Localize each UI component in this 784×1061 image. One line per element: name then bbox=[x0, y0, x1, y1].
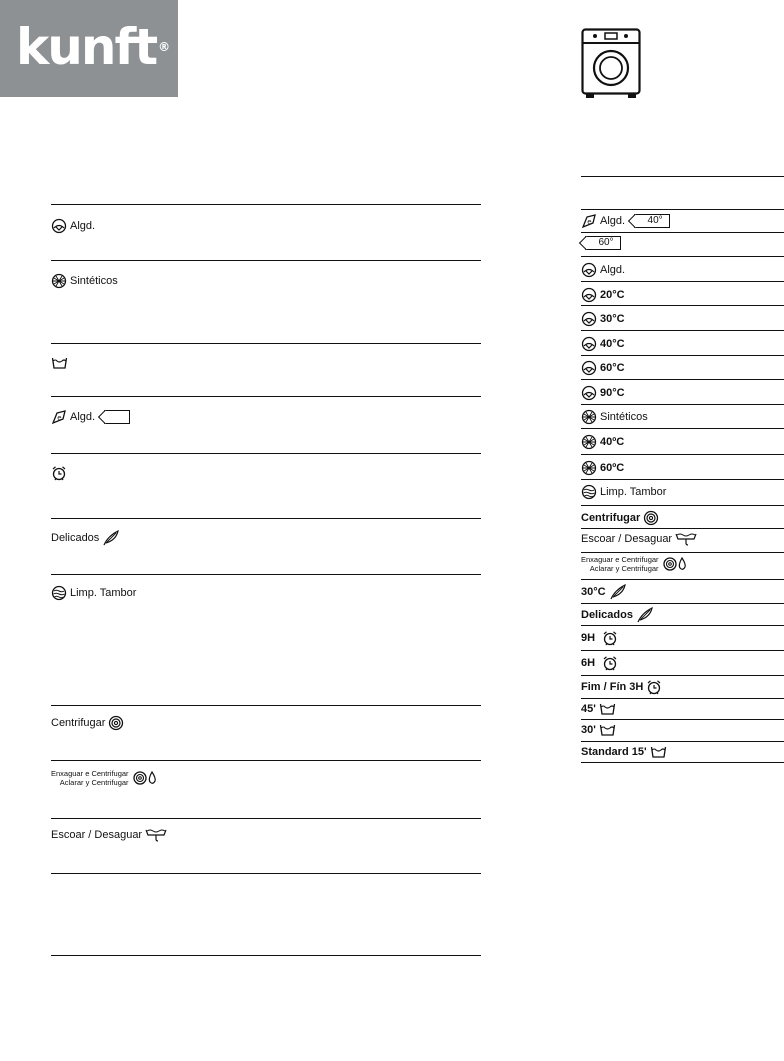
alarm-clock-icon bbox=[602, 655, 618, 671]
divider bbox=[581, 379, 784, 380]
row-label: Algd. bbox=[70, 220, 96, 232]
basin-icon bbox=[599, 723, 616, 737]
alarm-clock-icon bbox=[646, 679, 662, 695]
knob-delay-9h bbox=[581, 630, 618, 646]
knob-eco-40 bbox=[581, 213, 670, 229]
divider bbox=[581, 355, 784, 356]
knob-delay-3h bbox=[581, 679, 662, 695]
spin-icon bbox=[643, 510, 659, 526]
divider bbox=[581, 404, 784, 405]
knob-cotton-20 bbox=[581, 287, 625, 303]
row-label: 45' bbox=[581, 703, 596, 715]
row-label: 30°C bbox=[600, 313, 625, 325]
row-label: Sintéticos bbox=[70, 275, 118, 287]
feather-icon bbox=[102, 530, 120, 546]
row-label: Algd. bbox=[600, 264, 626, 276]
knob-synthetics-60 bbox=[581, 460, 624, 476]
divider bbox=[51, 574, 481, 575]
knob-drain bbox=[581, 532, 697, 546]
knob-eco-60 bbox=[581, 236, 621, 250]
spin-icon bbox=[108, 715, 124, 731]
divider bbox=[51, 873, 481, 874]
divider bbox=[581, 479, 784, 480]
temperature-tag: 60° bbox=[585, 236, 621, 250]
divider bbox=[581, 698, 784, 699]
row-label: Delicados bbox=[51, 532, 100, 544]
divider bbox=[581, 209, 784, 210]
synthetics-icon bbox=[581, 434, 597, 450]
divider bbox=[51, 396, 481, 397]
knob-quick-45 bbox=[581, 702, 616, 716]
drum-icon bbox=[581, 484, 597, 500]
temperature-tag: 40° bbox=[634, 214, 670, 228]
row-label: Sintéticos bbox=[600, 411, 648, 423]
divider bbox=[581, 650, 784, 651]
drain-icon bbox=[675, 532, 697, 546]
knob-synthetics-40 bbox=[581, 434, 624, 450]
divider bbox=[581, 305, 784, 306]
row-label: 90°C bbox=[600, 387, 625, 399]
divider bbox=[581, 579, 784, 580]
row-label: Delicados bbox=[581, 609, 633, 621]
divider bbox=[581, 256, 784, 257]
cotton-icon bbox=[581, 262, 597, 278]
divider bbox=[581, 505, 784, 506]
knob-cotton-90 bbox=[581, 385, 625, 401]
knob-drum-clean bbox=[581, 484, 666, 500]
brand-logo bbox=[0, 0, 178, 97]
divider bbox=[51, 705, 481, 706]
alarm-clock-icon bbox=[51, 465, 67, 481]
feather-icon bbox=[609, 584, 627, 600]
divider bbox=[581, 625, 784, 626]
knob-synthetics bbox=[581, 409, 648, 425]
row-label: Limp. Tambor bbox=[70, 587, 137, 599]
program-spin bbox=[51, 715, 124, 731]
divider bbox=[581, 762, 784, 763]
cotton-icon bbox=[581, 385, 597, 401]
divider bbox=[581, 454, 784, 455]
program-cotton bbox=[51, 218, 95, 234]
knob-cotton-30 bbox=[581, 311, 625, 327]
basin-icon bbox=[599, 702, 616, 716]
program-rinse-spin bbox=[51, 769, 158, 787]
divider bbox=[51, 453, 481, 454]
basin-icon bbox=[51, 356, 68, 370]
program-wash bbox=[51, 356, 68, 370]
row-label: 60ºC bbox=[600, 462, 625, 474]
row-label: Fim / Fín 3H bbox=[581, 681, 644, 693]
row-label: Escoar / Desaguar bbox=[581, 533, 673, 545]
knob-cotton bbox=[581, 262, 625, 278]
synthetics-icon bbox=[51, 273, 67, 289]
divider bbox=[51, 343, 481, 344]
row-label: 60°C bbox=[600, 362, 625, 374]
divider bbox=[581, 428, 784, 429]
knob-delicate-30 bbox=[581, 584, 627, 600]
row-label: 40ºC bbox=[600, 436, 625, 448]
divider bbox=[581, 330, 784, 331]
cotton-icon bbox=[581, 287, 597, 303]
program-drain bbox=[51, 828, 167, 842]
divider bbox=[581, 176, 784, 177]
program-eco-cotton bbox=[51, 409, 130, 425]
row-label: 30°C bbox=[581, 586, 606, 598]
alarm-clock-icon bbox=[602, 630, 618, 646]
row-label: 6H bbox=[581, 657, 596, 669]
divider bbox=[51, 260, 481, 261]
temperature-tag bbox=[104, 410, 130, 424]
row-label: Algd. bbox=[70, 411, 96, 423]
divider bbox=[51, 955, 481, 956]
synthetics-icon bbox=[581, 460, 597, 476]
knob-spin bbox=[581, 510, 659, 526]
row-label: Limp. Tambor bbox=[600, 486, 667, 498]
washing-machine-icon bbox=[581, 28, 641, 105]
row-label: Enxaguar e Centrifugar Aclarar y Centrifugar bbox=[581, 555, 659, 573]
knob-quick-15 bbox=[581, 745, 667, 759]
divider bbox=[51, 518, 481, 519]
spin-drop-icon bbox=[132, 770, 158, 786]
program-drum-clean bbox=[51, 585, 136, 601]
cotton-icon bbox=[581, 360, 597, 376]
synthetics-icon bbox=[581, 409, 597, 425]
row-label: 30' bbox=[581, 724, 596, 736]
row-label: Algd. bbox=[600, 215, 626, 227]
program-synthetics bbox=[51, 273, 118, 289]
row-label: Centrifugar bbox=[51, 717, 106, 729]
program-timer bbox=[51, 465, 67, 481]
row-label: 40°C bbox=[600, 338, 625, 350]
spin-drop-icon bbox=[662, 556, 688, 572]
divider bbox=[581, 552, 784, 553]
row-label: 9H bbox=[581, 632, 596, 644]
divider bbox=[581, 675, 784, 676]
knob-delicates bbox=[581, 607, 654, 623]
basin-icon bbox=[650, 745, 667, 759]
knob-delay-6h bbox=[581, 655, 618, 671]
knob-cotton-60 bbox=[581, 360, 625, 376]
knob-rinse-spin bbox=[581, 555, 688, 573]
row-label: Centrifugar bbox=[581, 512, 641, 524]
divider bbox=[581, 528, 784, 529]
feather-icon bbox=[636, 607, 654, 623]
knob-cotton-40 bbox=[581, 336, 625, 352]
eco-icon bbox=[51, 409, 67, 425]
drain-icon bbox=[145, 828, 167, 842]
svg-text:e: e bbox=[587, 218, 592, 226]
divider bbox=[581, 719, 784, 720]
row-label: Standard 15' bbox=[581, 746, 647, 758]
divider bbox=[581, 741, 784, 742]
cotton-icon bbox=[581, 336, 597, 352]
logo-wordmark: kunft ® bbox=[16, 18, 171, 76]
program-delicates bbox=[51, 530, 120, 546]
cotton-icon bbox=[581, 311, 597, 327]
row-label: Enxaguar e Centrifugar Aclarar y Centrifugar bbox=[51, 769, 129, 787]
drum-icon bbox=[51, 585, 67, 601]
knob-quick-30 bbox=[581, 723, 616, 737]
divider bbox=[581, 603, 784, 604]
divider bbox=[51, 818, 481, 819]
row-label: Escoar / Desaguar bbox=[51, 829, 143, 841]
divider bbox=[51, 204, 481, 205]
cotton-icon bbox=[51, 218, 67, 234]
eco-icon bbox=[581, 213, 597, 229]
row-label: 20°C bbox=[600, 289, 625, 301]
divider bbox=[581, 232, 784, 233]
divider bbox=[51, 760, 481, 761]
divider bbox=[581, 281, 784, 282]
svg-text:e: e bbox=[57, 414, 62, 422]
